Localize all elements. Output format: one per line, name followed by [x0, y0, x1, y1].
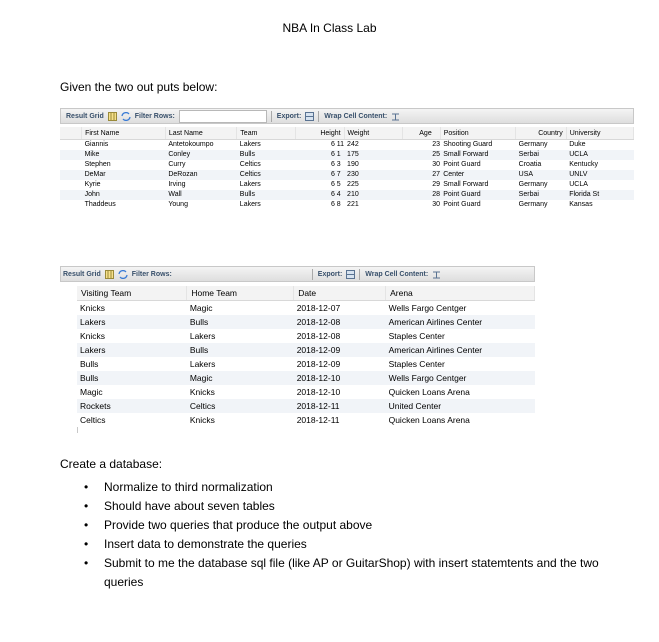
table-cell[interactable]: Lakers: [237, 180, 296, 190]
table-cell[interactable]: 6 11: [296, 140, 344, 151]
players-table: [60, 127, 634, 210]
table-cell[interactable]: Bulls: [77, 371, 187, 385]
table-row[interactable]: [77, 315, 535, 329]
bullet-icon: •: [84, 499, 89, 513]
table-cell[interactable]: Croatia: [516, 160, 567, 170]
column-header[interactable]: Weight: [344, 127, 402, 140]
table-cell[interactable]: United Center: [386, 399, 535, 413]
task-text: Insert data to demonstrate the queries: [104, 537, 307, 551]
filter-rows-input[interactable]: [179, 110, 267, 123]
table-cell[interactable]: Point Guard: [440, 200, 515, 210]
document-title: NBA In Class Lab: [282, 21, 377, 35]
table-row[interactable]: [77, 413, 535, 427]
table-cell[interactable]: Bulls: [77, 357, 187, 371]
table-cell[interactable]: Mike: [82, 150, 166, 160]
column-header[interactable]: Last Name: [165, 127, 236, 140]
table-cell[interactable]: American Airlines Center: [386, 343, 535, 357]
column-header[interactable]: Date: [294, 286, 386, 301]
wrap-cell-content-label: Wrap Cell Content:: [365, 270, 429, 278]
table-cell[interactable]: Young: [165, 200, 236, 210]
table-cell[interactable]: Celtics: [187, 399, 294, 413]
table-cell[interactable]: Center: [440, 170, 515, 180]
table-cell[interactable]: 2018-12-08: [294, 315, 386, 329]
wrap-icon[interactable]: [432, 270, 441, 279]
table-row[interactable]: [60, 190, 634, 200]
result-grid-players: [60, 108, 634, 236]
table-cell[interactable]: 6 7: [296, 170, 344, 180]
table-row[interactable]: [77, 371, 535, 385]
table-cell[interactable]: 2018-12-09: [294, 357, 386, 371]
table-row[interactable]: [77, 343, 535, 357]
result-grid-toolbar: [60, 108, 634, 124]
table-cell[interactable]: Magic: [187, 371, 294, 385]
column-header[interactable]: Home Team: [187, 286, 294, 301]
export-icon[interactable]: [346, 270, 355, 279]
table-cell[interactable]: Lakers: [237, 140, 296, 151]
table-cell[interactable]: Small Forward: [440, 150, 515, 160]
filter-rows-label: Filter Rows:: [131, 270, 172, 278]
table-cell[interactable]: 2018-12-10: [294, 385, 386, 399]
table-cell[interactable]: 6 4: [296, 190, 344, 200]
table-cell[interactable]: DeRozan: [165, 170, 236, 180]
table-cell[interactable]: 30: [402, 160, 440, 170]
table-cell[interactable]: 6 5: [296, 180, 344, 190]
table-header-row: [60, 127, 634, 140]
task-list-item: [84, 516, 634, 535]
refresh-icon[interactable]: [121, 112, 130, 121]
table-cell[interactable]: Point Guard: [440, 190, 515, 200]
table-cell[interactable]: Lakers: [77, 315, 187, 329]
column-header[interactable]: University: [566, 127, 633, 140]
result-grid-games: [60, 266, 535, 434]
table-cell[interactable]: Bulls: [237, 150, 296, 160]
table-row[interactable]: [60, 200, 634, 210]
table-cell[interactable]: Staples Center: [386, 329, 535, 343]
table-cell[interactable]: Conley: [165, 150, 236, 160]
table-cell[interactable]: 2018-12-07: [294, 301, 386, 316]
table-cell[interactable]: Germany: [516, 140, 567, 151]
bullet-icon: •: [84, 537, 89, 551]
row-selector[interactable]: [60, 160, 82, 170]
task-text: Should have about seven tables: [104, 499, 275, 513]
table-cell[interactable]: 221: [344, 200, 402, 210]
table-row[interactable]: [77, 385, 535, 399]
table-cell[interactable]: 27: [402, 170, 440, 180]
table-cell[interactable]: 242: [344, 140, 402, 151]
row-selector[interactable]: [60, 180, 82, 190]
table-row[interactable]: [77, 399, 535, 413]
table-cell[interactable]: Kansas: [566, 200, 633, 210]
toolbar-divider: [312, 269, 313, 280]
task-list-item: [84, 497, 634, 516]
grid-view-icon[interactable]: [105, 270, 114, 279]
table-cell[interactable]: 230: [344, 170, 402, 180]
column-header[interactable]: Position: [440, 127, 515, 140]
table-row[interactable]: [60, 170, 634, 180]
table-cell[interactable]: Bulls: [187, 315, 294, 329]
task-text: Provide two queries that produce the output above: [104, 518, 373, 532]
table-cell[interactable]: Duke: [566, 140, 633, 151]
table-header-row: [77, 286, 535, 301]
row-selector[interactable]: [60, 140, 82, 151]
wrap-icon[interactable]: [391, 112, 400, 121]
bullet-icon: •: [84, 480, 89, 494]
table-cell[interactable]: 2018-12-09: [294, 343, 386, 357]
table-cell[interactable]: 210: [344, 190, 402, 200]
table-cell[interactable]: Knicks: [77, 301, 187, 316]
table-cell[interactable]: Giannis: [82, 140, 166, 151]
table-cell[interactable]: Germany: [516, 200, 567, 210]
table-cell[interactable]: Kyrie: [82, 180, 166, 190]
table-cell[interactable]: 225: [344, 180, 402, 190]
table-cell[interactable]: Celtics: [237, 170, 296, 180]
intro-text: Given the two out puts below:: [60, 80, 218, 94]
bullet-icon: •: [84, 556, 89, 570]
table-cell[interactable]: Kentucky: [566, 160, 633, 170]
table-cell[interactable]: Florida St: [566, 190, 633, 200]
wrap-cell-content-label: Wrap Cell Content:: [324, 112, 388, 120]
toolbar-divider: [359, 269, 360, 280]
table-cell[interactable]: Quicken Loans Arena: [386, 413, 535, 427]
table-cell[interactable]: Wells Fargo Centger: [386, 371, 535, 385]
table-cell[interactable]: 29: [402, 180, 440, 190]
task-list-item: [84, 554, 634, 592]
row-selector[interactable]: [60, 150, 82, 160]
table-cell[interactable]: Serbai: [516, 150, 567, 160]
result-grid-label: Result Grid: [66, 112, 104, 120]
table-cell[interactable]: UCLA: [566, 150, 633, 160]
table-cell[interactable]: 2018-12-10: [294, 371, 386, 385]
table-cell[interactable]: Celtics: [237, 160, 296, 170]
table-cell[interactable]: Wells Fargo Centger: [386, 301, 535, 316]
table-cell[interactable]: UCLA: [566, 180, 633, 190]
task-list-item: [84, 478, 634, 497]
column-header[interactable]: Team: [237, 127, 296, 140]
table-cell[interactable]: USA: [516, 170, 567, 180]
bullet-icon: •: [84, 518, 89, 532]
table-row[interactable]: [77, 329, 535, 343]
table-cell[interactable]: Point Guard: [440, 160, 515, 170]
table-cell[interactable]: American Airlines Center: [386, 315, 535, 329]
task-text: Normalize to third normalization: [104, 480, 273, 494]
table-row[interactable]: [77, 357, 535, 371]
grid-view-icon[interactable]: [108, 112, 117, 121]
table-cell[interactable]: Celtics: [77, 413, 187, 427]
table-cell[interactable]: 6 1: [296, 150, 344, 160]
toolbar-divider: [271, 111, 272, 122]
task-list-item: [84, 535, 634, 554]
column-header[interactable]: First Name: [82, 127, 166, 140]
table-cell[interactable]: Bulls: [237, 190, 296, 200]
table-cell[interactable]: 6 3: [296, 160, 344, 170]
result-grid-toolbar: [60, 266, 535, 282]
column-header[interactable]: Visiting Team: [77, 286, 187, 301]
refresh-icon[interactable]: [118, 270, 127, 279]
table-cell[interactable]: 190: [344, 160, 402, 170]
table-cell[interactable]: Antetokoumpo: [165, 140, 236, 151]
table-row[interactable]: [60, 140, 634, 151]
table-cell[interactable]: Knicks: [187, 413, 294, 427]
table-cell[interactable]: Quicken Loans Arena: [386, 385, 535, 399]
table-cell[interactable]: 25: [402, 150, 440, 160]
column-header[interactable]: Arena: [386, 286, 535, 301]
table-cell[interactable]: Lakers: [77, 343, 187, 357]
table-cell[interactable]: 2018-12-11: [294, 413, 386, 427]
table-row[interactable]: [60, 150, 634, 160]
table-cell[interactable]: Lakers: [187, 329, 294, 343]
column-header[interactable]: Country: [516, 127, 567, 140]
result-grid-label: Result Grid: [63, 270, 101, 278]
task-text: Submit to me the database sql file (like AP or GuitarShop) with insert statemtents and the two queries: [104, 556, 599, 589]
table-cell[interactable]: 2018-12-08: [294, 329, 386, 343]
column-header[interactable]: Age: [402, 127, 440, 140]
table-cell[interactable]: Knicks: [77, 329, 187, 343]
create-database-heading: Create a database:: [60, 457, 163, 471]
table-cell[interactable]: Magic: [187, 301, 294, 316]
table-cell[interactable]: Rockets: [77, 399, 187, 413]
table-cell[interactable]: Serbai: [516, 190, 567, 200]
row-selector[interactable]: [60, 200, 82, 210]
table-cell[interactable]: 175: [344, 150, 402, 160]
table-cell[interactable]: Magic: [77, 385, 187, 399]
export-label: Export:: [317, 270, 343, 278]
table-cell[interactable]: Lakers: [237, 200, 296, 210]
table-cell[interactable]: John: [82, 190, 166, 200]
row-selector[interactable]: [60, 190, 82, 200]
table-cell[interactable]: 28: [402, 190, 440, 200]
table-cell[interactable]: UNLV: [566, 170, 633, 180]
row-selector-header: [60, 127, 82, 140]
table-cell[interactable]: 2018-12-11: [294, 399, 386, 413]
table-cell[interactable]: Wall: [165, 190, 236, 200]
task-list: [60, 478, 634, 592]
games-table: [77, 286, 535, 427]
filter-rows-label: Filter Rows:: [134, 112, 175, 120]
table-cell[interactable]: Curry: [165, 160, 236, 170]
table-cell[interactable]: Shooting Guard: [440, 140, 515, 151]
table-cell[interactable]: 6 8: [296, 200, 344, 210]
table-cell[interactable]: 30: [402, 200, 440, 210]
table-cell[interactable]: Stephen: [82, 160, 166, 170]
table-cell[interactable]: Bulls: [187, 343, 294, 357]
row-selector[interactable]: [60, 170, 82, 180]
table-cell[interactable]: Staples Center: [386, 357, 535, 371]
table-cell[interactable]: Lakers: [187, 357, 294, 371]
export-icon[interactable]: [305, 112, 314, 121]
table-cell[interactable]: Small Forward: [440, 180, 515, 190]
filter-rows-input[interactable]: [176, 268, 308, 281]
table-cell[interactable]: Germany: [516, 180, 567, 190]
table-cell[interactable]: Thaddeus: [82, 200, 166, 210]
export-label: Export:: [276, 112, 302, 120]
table-cell[interactable]: Knicks: [187, 385, 294, 399]
table-cell[interactable]: Irving: [165, 180, 236, 190]
toolbar-divider: [318, 111, 319, 122]
column-header[interactable]: Height: [296, 127, 344, 140]
table-row[interactable]: [60, 180, 634, 190]
table-cell[interactable]: 23: [402, 140, 440, 151]
table-cell[interactable]: DeMar: [82, 170, 166, 180]
table-row[interactable]: [60, 160, 634, 170]
table-row[interactable]: [77, 301, 535, 316]
